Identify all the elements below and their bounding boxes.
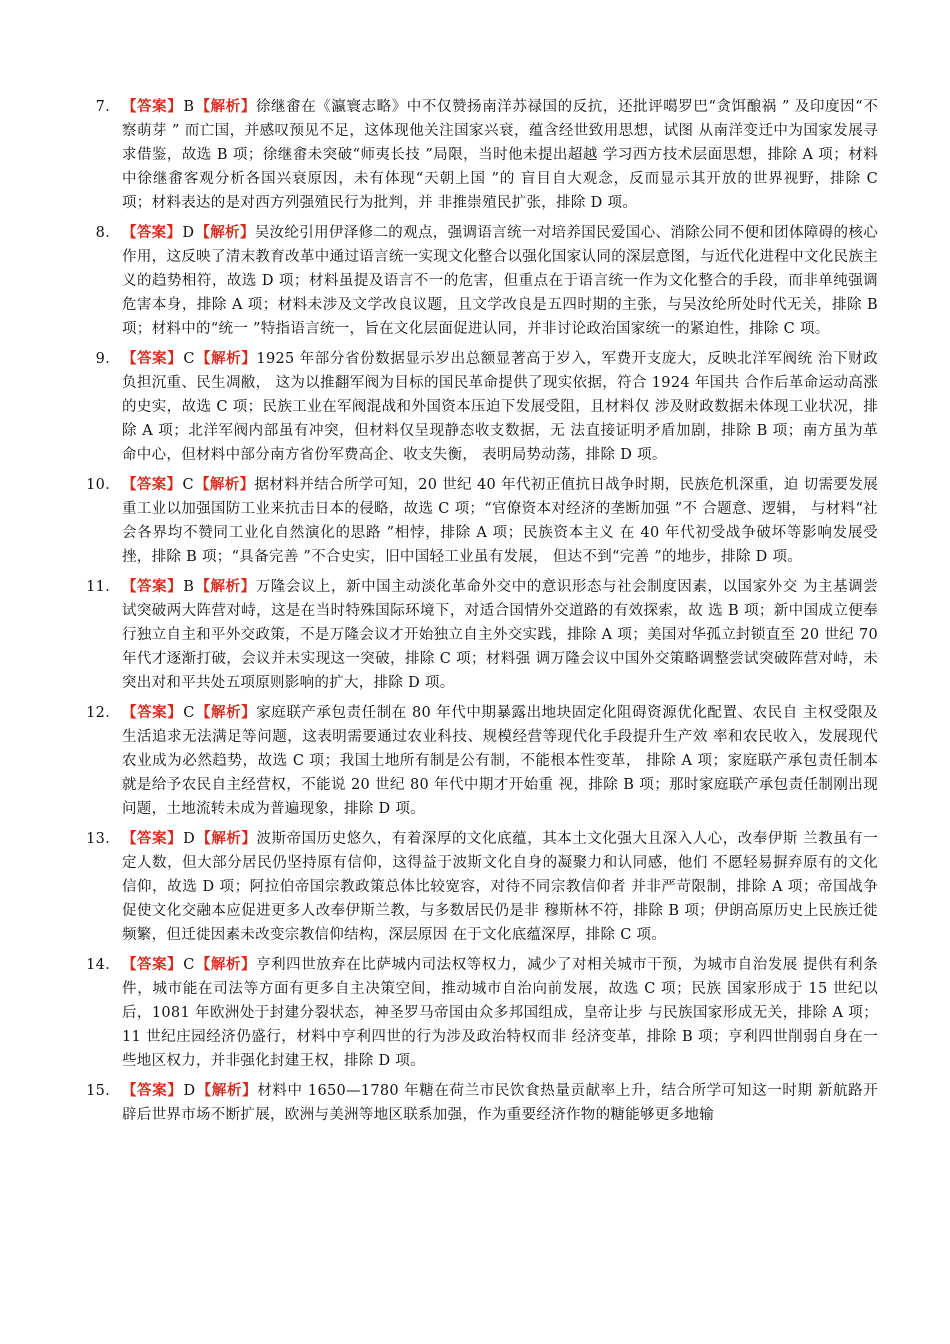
analysis-tag: 【解析】	[195, 98, 256, 115]
analysis-tag: 【解析】	[195, 350, 257, 367]
item-number: 7．	[95, 99, 120, 115]
analysis-tag: 【解析】	[195, 704, 257, 721]
item-number: 13．	[86, 831, 120, 847]
analysis-tag: 【解析】	[195, 578, 256, 595]
answer-tag: 【答案】	[122, 1082, 183, 1099]
answer-item-12	[86, 701, 879, 821]
analysis-tag: 【解析】	[195, 224, 255, 241]
analysis-text: 波斯帝国历史悠久，有着深厚的文化底蕴，其本土文化强大且深入人心，改奉伊斯 兰教虽有一定人数，但大部分居民仍坚持原有信仰，这得益于波斯文化自身的凝聚力和认同感，他们 不愿轻易摒弃原有的文化信仰，故选 D 项；阿拉伯帝国宗教政策总体比较宽容，对待不同宗教信仰者 并非严苛限制，排除 A 项；帝国战争促使文化交融本应促进更多人改奉伊斯兰教，与多数居民仍是非 穆斯林不符，排除 B 项；伊朗高原历史上民族迁徙频繁，但迁徙因素未改变宗教信仰结构，深层原因 在于文化底蕴深厚，排除 C 项。	[122, 831, 878, 943]
analysis-tag: 【解析】	[196, 1082, 258, 1099]
analysis-tag: 【解析】	[195, 956, 257, 973]
analysis-text: 材料中 1650—1780 年糖在荷兰市民饮食热量贡献率上升，结合所学可知这一时期 新航路开辟后世界市场不断扩展，欧洲与美洲等地区联系加强，作为重要经济作物的糖能够更多地输	[122, 1083, 878, 1123]
analysis-tag: 【解析】	[196, 830, 257, 847]
answer-choice: C	[183, 351, 195, 367]
answer-tag: 【答案】	[122, 578, 183, 595]
answer-choice: B	[183, 99, 195, 115]
answer-choice: C	[183, 957, 195, 973]
answer-choice: B	[183, 579, 195, 595]
item-number: 15．	[86, 1083, 120, 1099]
item-number: 10．	[86, 477, 120, 493]
answer-choice: D	[182, 225, 195, 241]
analysis-text: 据材料并结合所学可知，20 世纪 40 年代初正值抗日战争时期，民族危机深重，迫 切需要发展重工业以加强国防工业来抗击日本的侵略，故选 C 项；“官僚资本对经济的垄断加强 ”不 合题意、逻辑， 与材料“社会各界均不赞同工业化自然演化的思路 ”相悖，排除 A 项；民族资本主义 在 40 年代初受战争破坏等影响发展受挫，排除 B 项；“具备完善 ”不合史实，旧中国轻工业虽有发展， 但达不到“完善 ”的地步，排除 D 项。	[122, 477, 878, 565]
answer-item-8	[92, 221, 878, 341]
analysis-tag: 【解析】	[194, 476, 255, 493]
answer-item-13	[86, 827, 878, 947]
answer-choice: C	[182, 477, 194, 493]
answer-item-7	[92, 95, 878, 215]
item-number: 8．	[95, 225, 120, 241]
analysis-text: 亨利四世放弃在比萨城内司法权等权力，减少了对相关城市干预，为城市自治发展 提供有利条件，城市能在司法等方面有更多自主决策空间，推动城市自治向前发展，故选 C 项；民族 国家形成于 15 世纪以后，1081 年欧洲处于封建分裂状态，神圣罗马帝国由众多邦国组成，皇帝让步 与民族国家形成无关，排除 A 项；11 世纪庄园经济仍盛行，材料中亨利四世的行为涉及政治特权而非 经济变革，排除 B 项；亨利四世削弱自身在一些地区权力，并非强化封建王权，排除 D 项。	[122, 957, 878, 1069]
answer-tag: 【答案】	[122, 956, 183, 973]
answer-tag: 【答案】	[122, 350, 183, 367]
answer-tag: 【答案】	[122, 224, 182, 241]
answer-item-14	[86, 953, 878, 1073]
answer-item-10	[86, 473, 878, 569]
analysis-text: 徐继畬在《瀛寰志略》中不仅赞扬南洋苏禄国的反抗，还批评噶罗巴“贪饵酿祸 ” 及印度因“不察萌芽 ” 而亡国，并感叹预见不足，这体现他关注国家兴衰，蕴含经世致用思想，试图 从南洋变迁中为国家发展寻求借鉴，故选 B 项；徐继畬未突破“师夷长技 ”局限，当时他未提出超越 学习西方技术层面思想，排除 A 项；材料中徐继畬客观分析各国兴衰原因，未有体现“天朝上国 ”的 盲目自大观念，反而显示其开放的世界视野，排除 C 项；材料表达的是对西方列强殖民行为批判，并 非推崇殖民扩张，排除 D 项。	[122, 99, 879, 211]
answer-item-11	[86, 575, 878, 695]
answer-item-9	[92, 347, 878, 467]
item-number: 14．	[86, 957, 120, 973]
item-number: 12．	[86, 705, 120, 721]
answer-tag: 【答案】	[122, 476, 182, 493]
answer-choice: D	[183, 831, 196, 847]
item-number: 9．	[95, 351, 120, 367]
answer-choice: C	[183, 705, 195, 721]
analysis-text: 吴汝纶引用伊泽修二的观点，强调语言统一对培养国民爱国心、消除公同不便和团体障碍的核心作用，这反映了清末教育改革中通过语言统一实现文化整合以强化国家认同的深层意图，与近代化进程中文化民族主义的趋势相符，故选 D 项；材料虽提及语言不一的危害，但重点在于语言统一作为文化整合的手段，而非单纯强调危害本身，排除 A 项；材料未涉及文学改良议题，且文学改良是五四时期的主张，与吴汝纶所处时代无关，排除 B 项；材料中的“统一 ”特指语言统一，旨在文化层面促进认同，并非讨论政治国家统一的紧迫性，排除 C 项。	[122, 225, 878, 337]
analysis-text: 家庭联产承包责任制在 80 年代中期暴露出地块固定化阻碍资源优化配置、农民自 主权受限及生活追求无法满足等问题，这表明需要通过农业科技、规模经营等现代化手段提升生产效 率和农民收入，发展现代农业成为必然趋势，故选 C 项；我国土地所有制是公有制，不能根本性变革， 排除 A 项；家庭联产承包责任制本就是给予农民自主经营权，不能说 20 世纪 80 年代中期才开始重 视，排除 B 项；那时家庭联产承包责任制刚出现问题，土地流转未成为普遍现象，排除 D 项。	[122, 705, 879, 817]
answer-item-15	[86, 1079, 878, 1127]
item-number: 11．	[86, 579, 120, 595]
answer-tag: 【答案】	[122, 830, 183, 847]
answer-tag: 【答案】	[122, 704, 183, 721]
answer-choice: D	[183, 1083, 196, 1099]
analysis-text: 万隆会议上，新中国主动淡化革命外交中的意识形态与社会制度因素，以国家外交 为主基调尝试突破两大阵营对峙，这是在当时特殊国际环境下，对适合国情外交道路的有效探索，故 选 B 项；新中国成立便奉行独立自主和平外交政策，不是万隆会议才开始独立自主外交实践，排除 A 项；美国对华孤立封锁直至 20 世纪 70 年代才逐渐打破，会议并未实现这一突破，排除 C 项；材料强 调万隆会议中国外交策略调整尝试突破阵营对峙，未突出对和平共处五项原则影响的扩大，排除 D 项。	[122, 579, 878, 691]
analysis-text: 1925 年部分省份数据显示岁出总额显著高于岁入，军费开支庞大，反映北洋军阀统 治下财政负担沉重、民生凋敝， 这为以推翻军阀为目标的国民革命提供了现实依据，符合 1924 年国共 合作后革命运动高涨的史实，故选 C 项；民族工业在军阀混战和外国资本压迫下发展受阻，且材料仅 涉及财政数据未体现工业状况，排除 A 项；北洋军阀内部虽有冲突，但材料仅呈现静态收支数据，无 法直接证明矛盾加剧，排除 B 项；南方虽为革命中心，但材料中部分南方省份军费高企、收支失衡， 表明局势动荡，排除 D 项。	[122, 351, 878, 463]
answer-tag: 【答案】	[122, 98, 183, 115]
